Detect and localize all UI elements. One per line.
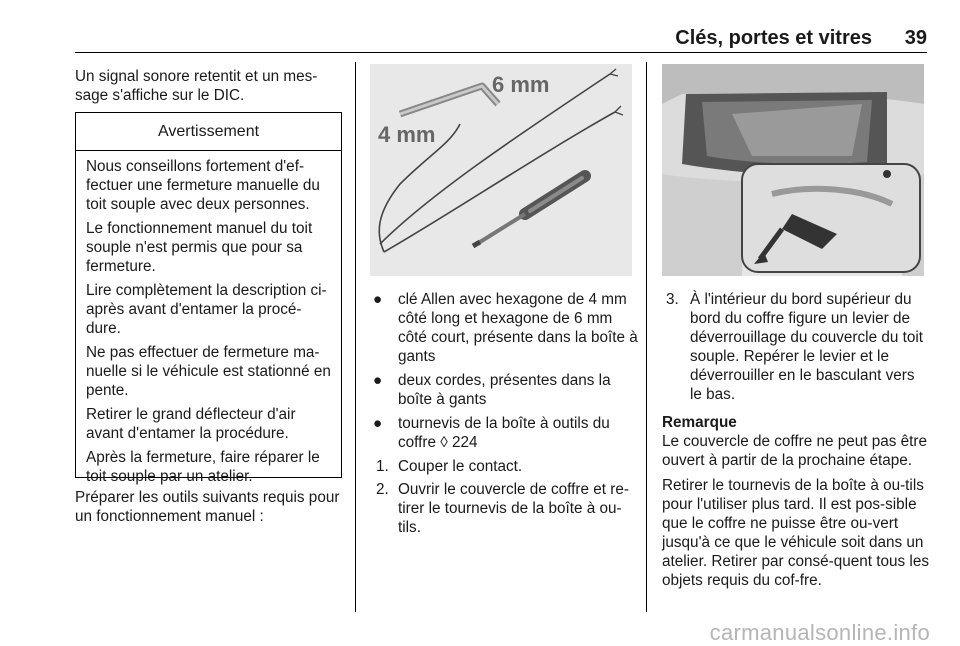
warning-box (75, 112, 342, 485)
warning-paragraph: Après la fermeture, faire réparer le toit souple par un atelier. (86, 449, 320, 485)
label-4mm: 4 mm (378, 122, 436, 147)
note-title: Remarque (662, 414, 737, 431)
tools-list (370, 290, 640, 541)
trunk-illustration (662, 64, 924, 276)
bullet-icon: ● (373, 291, 383, 308)
intro-paragraph: Un signal sonore retentit et un mes-sage s'affiche sur le DIC. (75, 68, 318, 104)
warning-paragraph: Ne pas effectuer de fermeture ma-nuelle si le véhicule est stationné en pente. (86, 344, 331, 399)
page-number: 39 (904, 27, 927, 49)
header-rule (75, 52, 927, 53)
column-divider-2 (646, 62, 647, 612)
note-paragraph: Le couvercle de coffre ne peut pas être ouvert à partir de la prochaine étape. (662, 433, 928, 469)
watermark: carmanualsonline.info (709, 620, 930, 645)
warning-paragraph: Nous conseillons fortement d'ef-fectuer une fermeture manuelle du toit souple avec deux personnes. (86, 158, 320, 213)
column-3-content (662, 290, 930, 590)
page-title: Clés, portes et vitres (675, 27, 872, 49)
list-item: ● deux cordes, présentes dans la boîte à gants (373, 372, 611, 408)
warning-paragraph: Le fonctionnement manuel du toit souple n'est permis que pour sa fermeture. (86, 220, 313, 275)
note-paragraph: Retirer le tournevis de la boîte à ou-tils pour l'utiliser plus tard. Il est pos-sible que le coffre ne puisse être ou-vert jusqu'à ce que le véhicule soit dans un atelier. Retirer par consé-quent tous les objets requis du cof-fre. (662, 477, 929, 589)
step-item: 3. À l'intérieur du bord supérieur du bord du coffre figure un levier de déverrouillage du couvercle du toit souple. Repérer le levier et le déverrouiller en le basculant vers le bas. (666, 291, 923, 403)
bullet-icon: ● (373, 415, 383, 432)
outro-paragraph: Préparer les outils suivants requis pour un fonctionnement manuel : (75, 489, 340, 525)
label-6mm: 6 mm (492, 72, 550, 97)
tools-illustration (370, 64, 632, 276)
step-item: 2. Ouvrir le couvercle de coffre et re-tirer le tournevis de la boîte à ou-tils. (376, 481, 629, 536)
warning-body (76, 151, 341, 486)
list-item: ● tournevis de la boîte à outils du coffre ◊ 224 (373, 415, 610, 451)
list-item: ● clé Allen avec hexagone de 4 mm côté long et hexagone de 6 mm côté court, présente dans la boîte à gants (373, 291, 638, 365)
column-divider-1 (355, 62, 356, 612)
warning-title: Avertissement (76, 113, 341, 151)
step-item: 1. Couper le contact. (376, 458, 523, 475)
warning-paragraph: Lire complètement la description ci-après avant d'entamer la procé-dure. (86, 282, 327, 337)
warning-paragraph: Retirer le grand déflecteur d'air avant d'entamer la procédure. (86, 406, 296, 442)
note (662, 413, 930, 590)
bullet-icon: ● (373, 372, 383, 389)
